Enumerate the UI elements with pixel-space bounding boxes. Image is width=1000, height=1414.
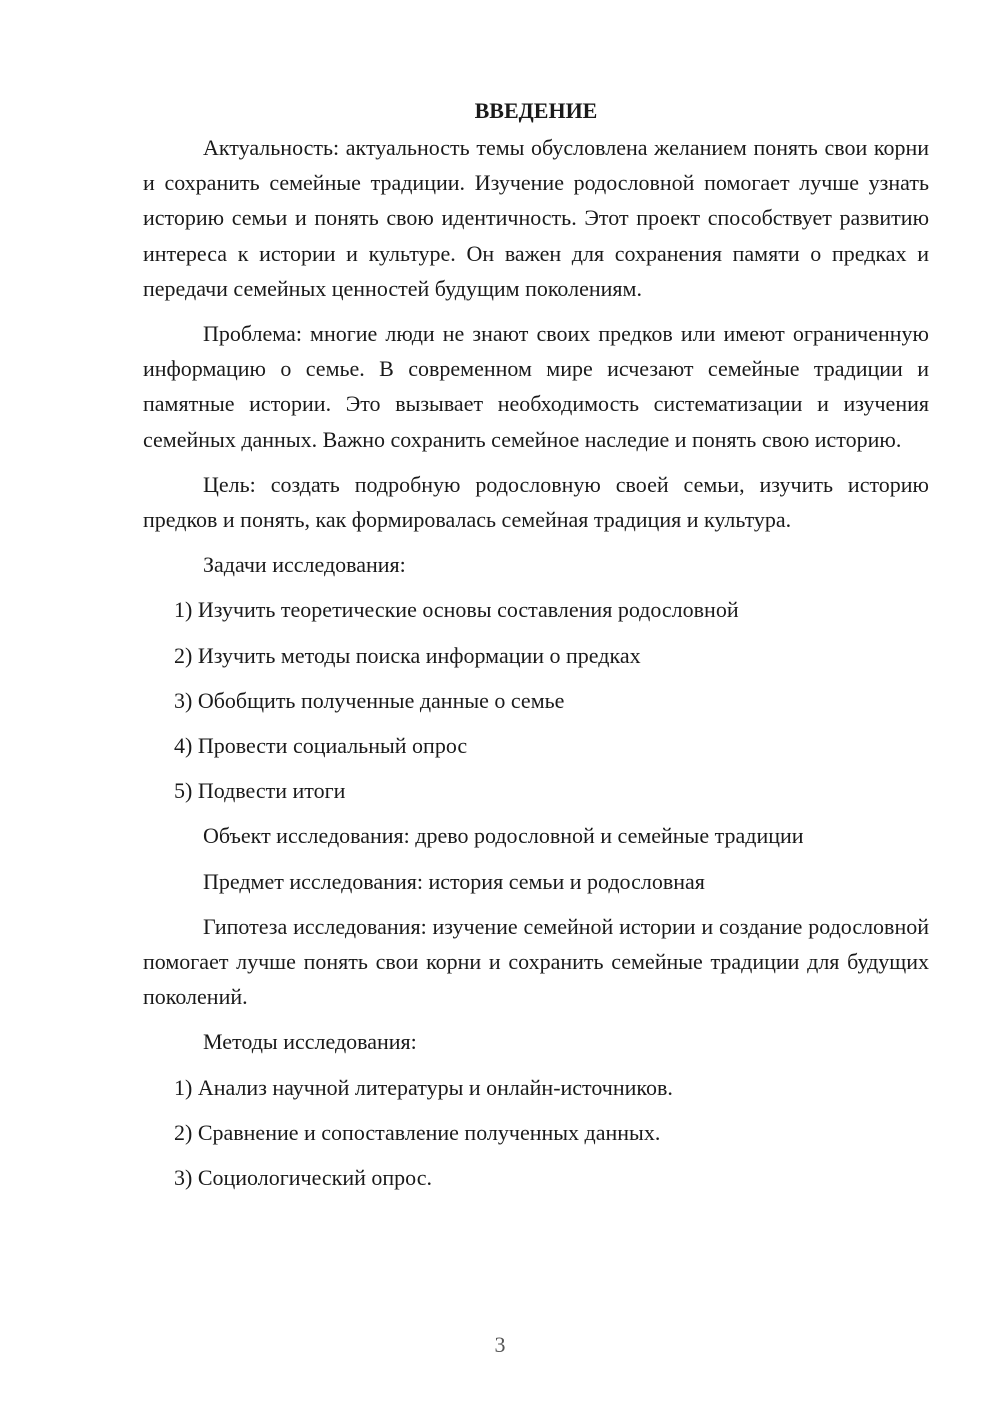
task-item-1: 1) Изучить теоретические основы составления родословной [174, 597, 739, 623]
paragraph-hypothesis: Гипотеза исследования: изучение семейной истории и создание родословной помогает лучше понять свои корни и сохранить семейные традиции для будущих поколений. [143, 913, 929, 1010]
task-item-3: 3) Обобщить полученные данные о семье [174, 687, 565, 713]
task-item-5: 5) Подвести итоги [174, 778, 346, 804]
page-number: 3 [494, 1332, 506, 1357]
method-item-1: 1) Анализ научной литературы и онлайн-источников. [174, 1074, 673, 1100]
task-item-2: 2) Изучить методы поиска информации о предках [174, 642, 641, 668]
paragraph-goal: Цель: создать подробную родословную своей семьи, изучить историю предков и понять, как формировалась семейная традиция и культура. [143, 471, 929, 533]
paragraph-subject: Предмет исследования: история семьи и родословная [203, 868, 705, 894]
paragraph-object: Объект исследования: древо родословной и семейные традиции [203, 823, 804, 849]
document-page [143, 94, 929, 1205]
method-item-2: 2) Сравнение и сопоставление полученных данных. [174, 1119, 661, 1145]
paragraph-problem: Проблема: многие люди не знают своих предков или имеют ограниченную информацию о семье. В современном мире исчезают семейные традиции и памятные истории. Это вызывает необходимость систематизации и изучения семейных данных. Важно сохранить семейное наследие и понять свою историю. [143, 321, 929, 452]
tasks-title: Задачи исследования: [203, 552, 406, 578]
method-item-3: 3) Социологический опрос. [174, 1165, 432, 1191]
paragraph-relevance: Актуальность: актуальность темы обусловлена желанием понять свои корни и сохранить семейные традиции. Изучение родословной помогает лучше узнать историю семьи и понять свою идентичность. Этот проект способствует развитию интереса к истории и культуре. Он важен для сохранения памяти о предках и передачи семейных ценностей будущим поколениям. [143, 135, 929, 301]
methods-title: Методы исследования: [203, 1029, 417, 1055]
section-heading: ВВЕДЕНИЕ [474, 98, 598, 123]
task-item-4: 4) Провести социальный опрос [174, 733, 468, 759]
